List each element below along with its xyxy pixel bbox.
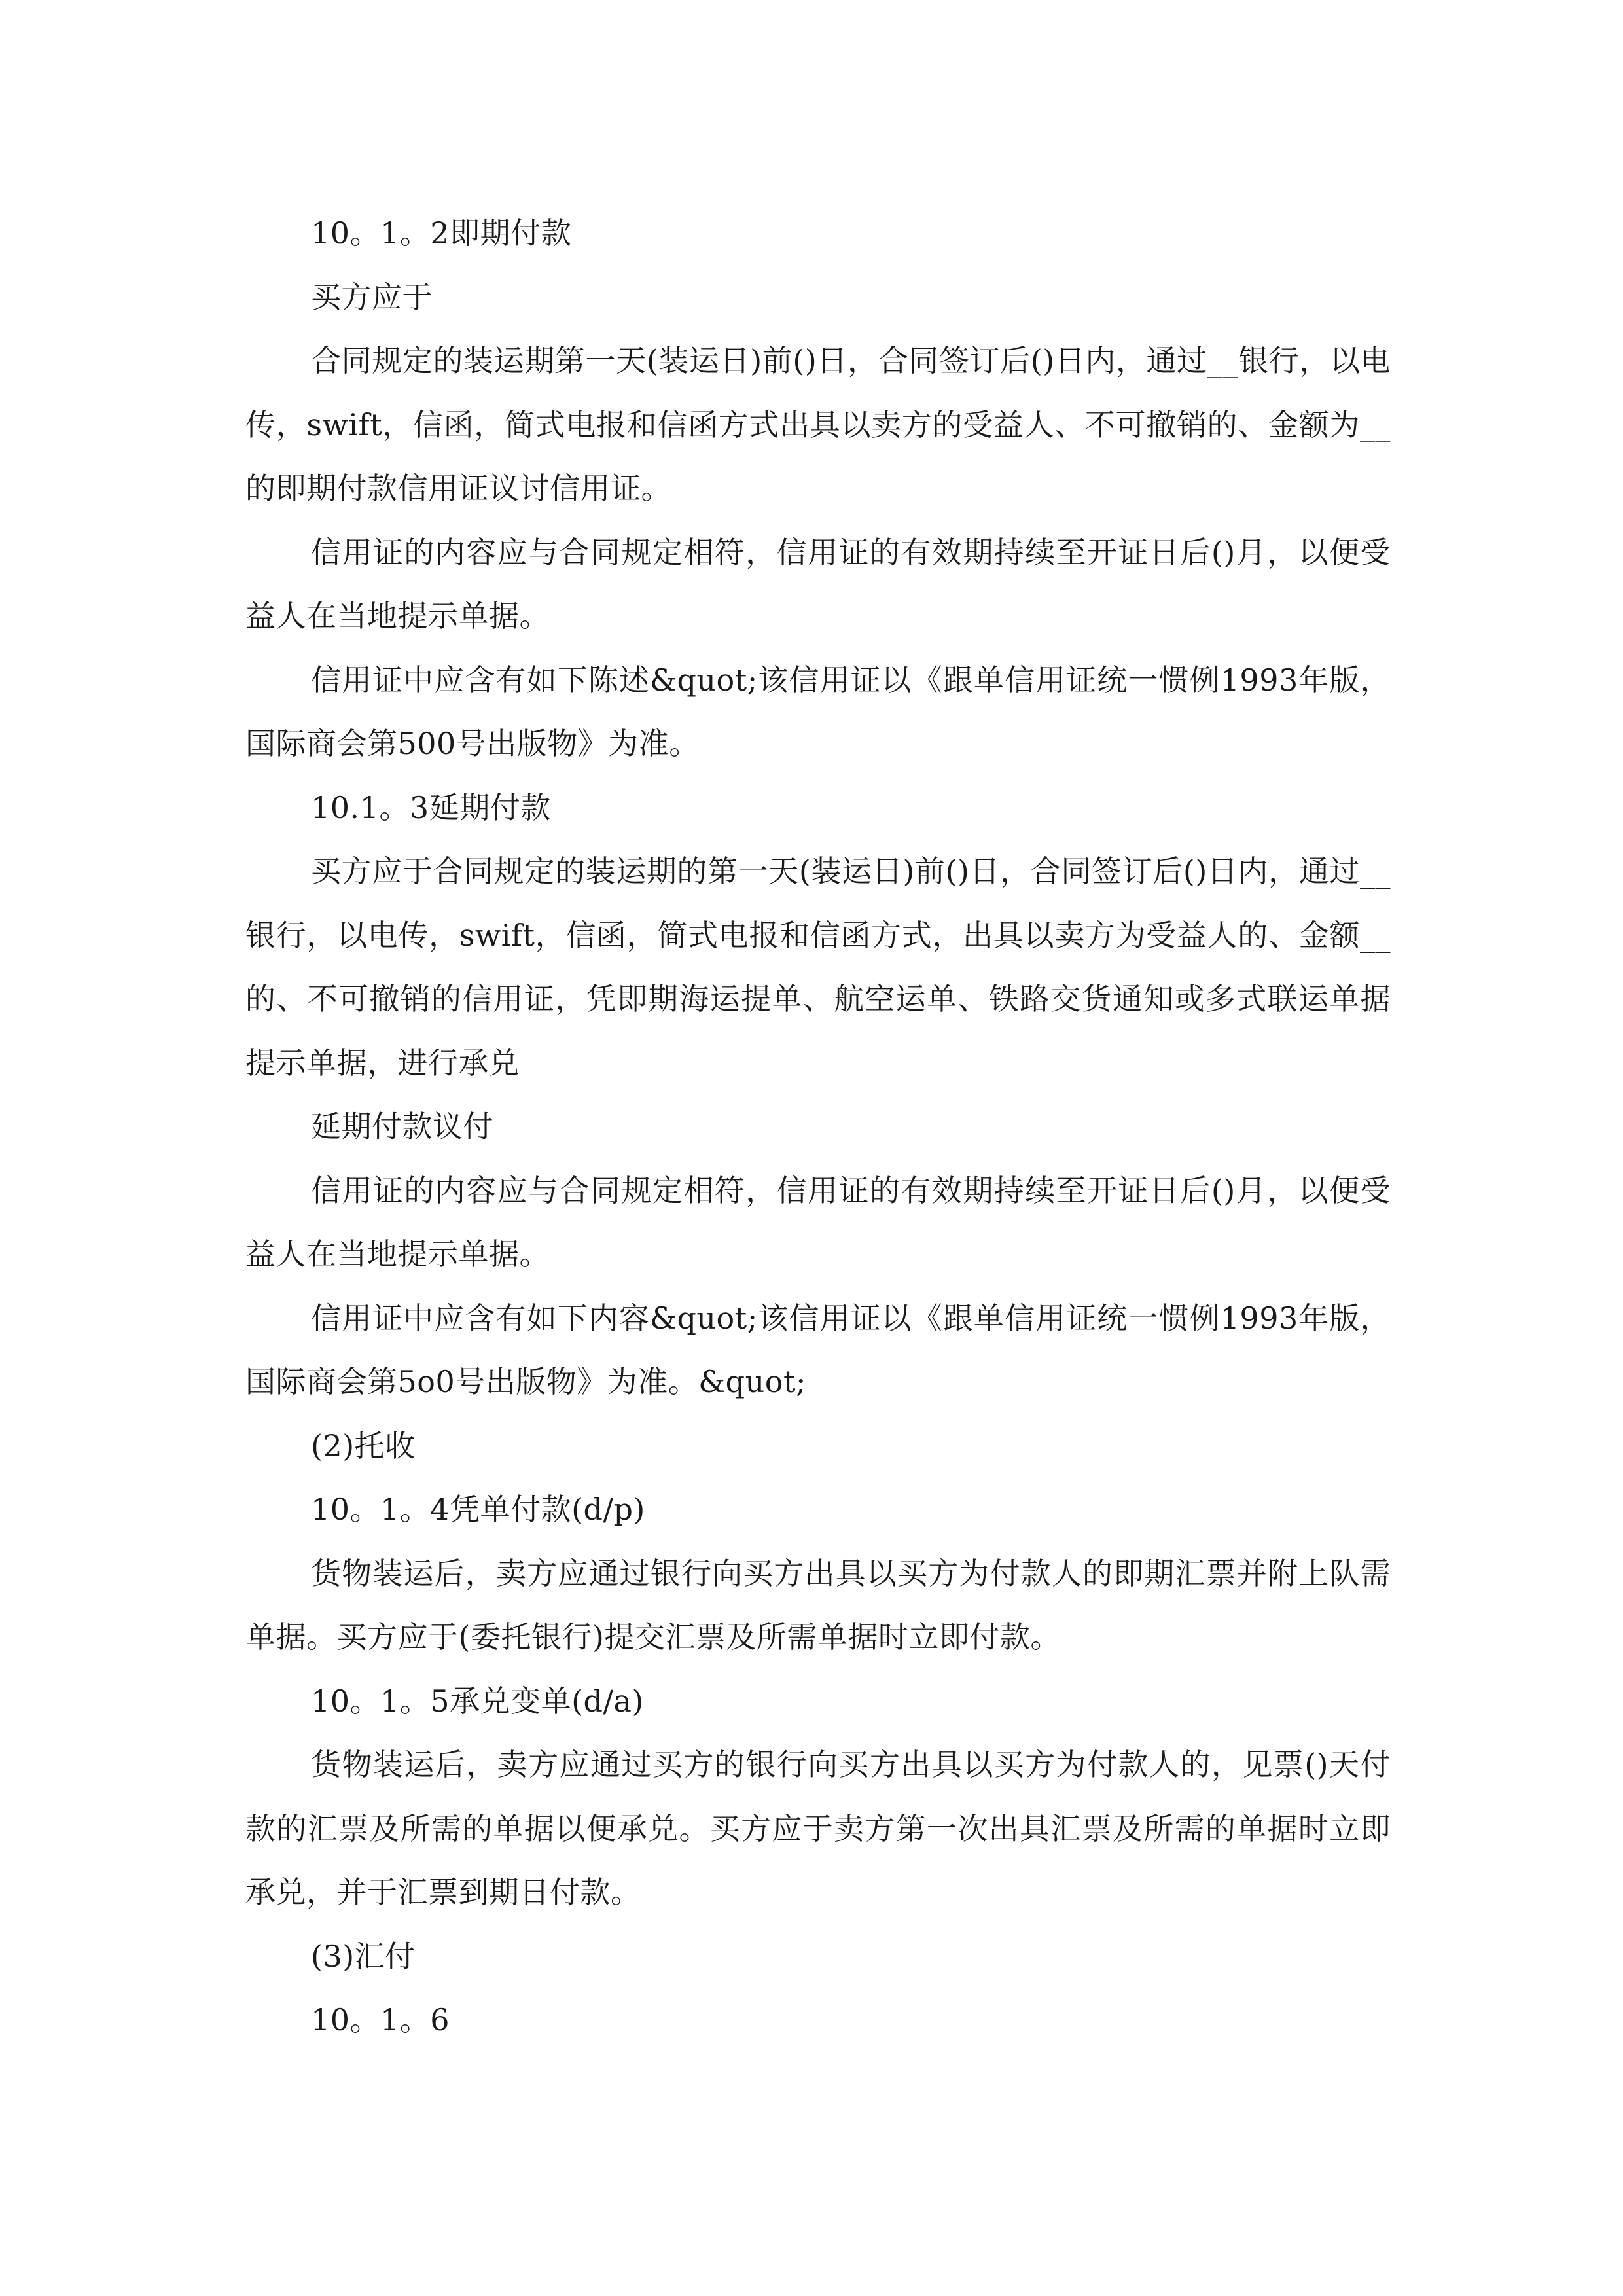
paragraph-buyer-shall: 买方应于: [311, 279, 433, 315]
section-heading-10-1-5: 10。1。5承兑变单(d/a): [311, 1683, 644, 1719]
section-heading-10-1-4: 10。1。4凭单付款(d/p): [311, 1492, 645, 1527]
paragraph-lc-statement: 信用证中应含有如下陈述&quot;该信用证以《跟单信用证统一惯例1993年版，国际商会第500号出版物》为准。: [245, 662, 1391, 761]
section-heading-10-1-6: 10。1。6: [311, 2002, 450, 2037]
section-heading-remittance: (3)汇付: [311, 1938, 416, 1974]
paragraph-deferred-negotiation: 延期付款议付: [311, 1109, 493, 1144]
paragraph-sight-lc-terms: 合同规定的装运期第一天(装运日)前()日，合同签订后()日内，通过__银行，以电传，swift，信函，简式电报和信函方式出具以卖方的受益人、不可撤销的、金额为__的即期付款信用证议讨信用证。: [245, 343, 1391, 506]
paragraph-deferred-lc-terms: 买方应于合同规定的装运期的第一天(装运日)前()日，合同签订后()日内，通过__银行，以电传，swift，信函，简式电报和信函方式，出具以卖方为受益人的、金额__的、不可撤销的信用证，凭即期海运提单、航空运单、铁路交货通知或多式联运单据提示单据，进行承兑: [245, 853, 1391, 1081]
paragraph-lc-content-validity: 信用证的内容应与合同规定相符，信用证的有效期持续至开证日后()月，以便受益人在当地提示单据。: [245, 534, 1391, 634]
section-heading-collection: (2)托收: [311, 1427, 416, 1463]
paragraph-dp-terms: 货物装运后，卖方应通过银行向买方出具以买方为付款人的即期汇票并附上队需单据。买方应于(委托银行)提交汇票及所需单据时立即付款。: [245, 1555, 1391, 1655]
section-heading-10-1-2: 10。1。2即期付款: [311, 215, 572, 251]
paragraph-lc-content-validity-2: 信用证的内容应与合同规定相符，信用证的有效期持续至开证日后()月，以便受益人在当地提示单据。: [245, 1172, 1391, 1272]
paragraph-lc-content-statement: 信用证中应含有如下内容&quot;该信用证以《跟单信用证统一惯例1993年版，国际商会第5o0号出版物》为准。&quot;: [245, 1300, 1391, 1399]
paragraph-da-terms: 货物装运后，卖方应通过买方的银行向买方出具以买方为付款人的，见票()天付款的汇票及所需的单据以便承兑。买方应于卖方第一次出具汇票及所需的单据时立即承兑，并于汇票到期日付款。: [245, 1747, 1391, 1910]
section-heading-10-1-3: 10.1。3延期付款: [311, 789, 551, 825]
document-body: [245, 202, 1391, 2053]
